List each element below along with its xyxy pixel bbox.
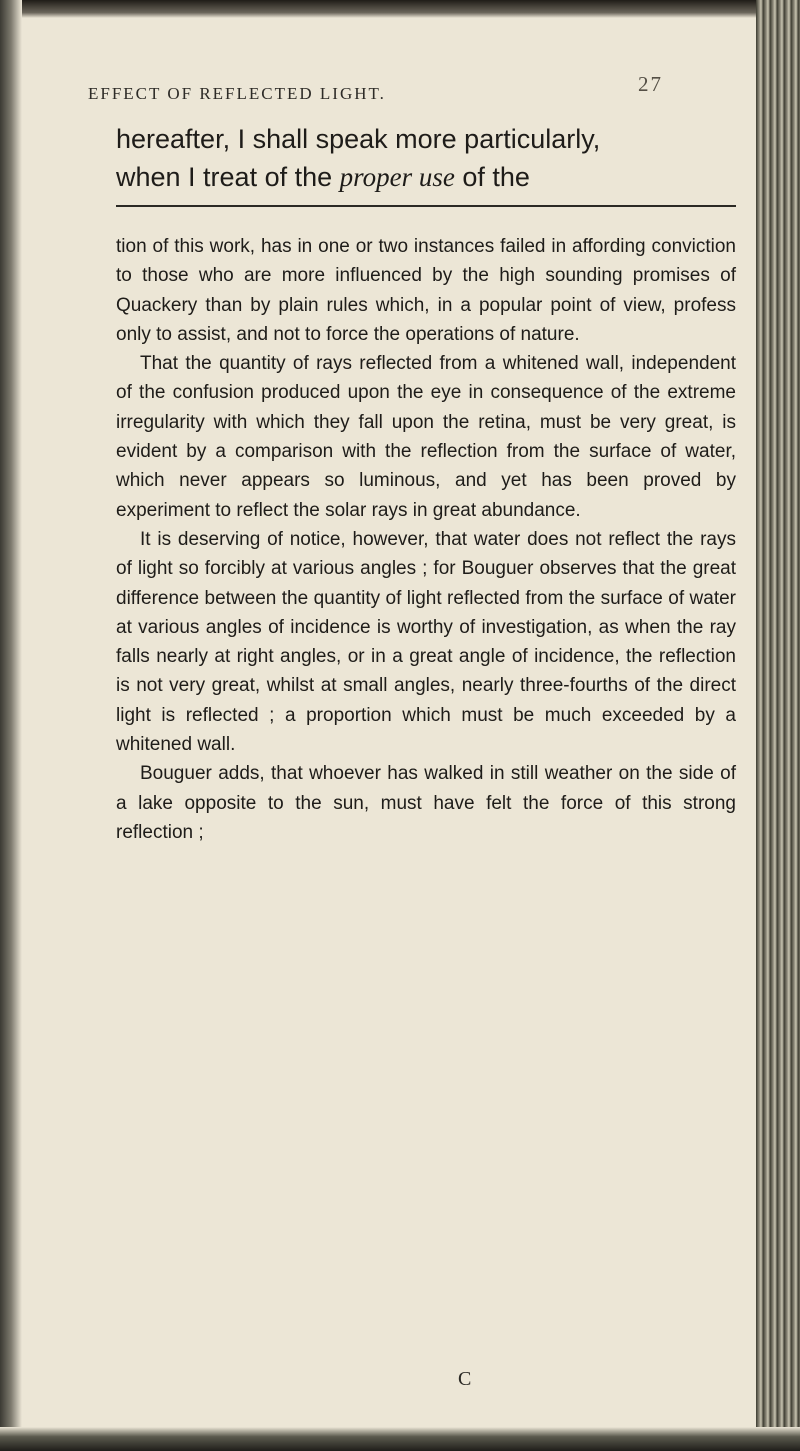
- footnote-paragraph: That the quantity of rays reflected from a whitened wall, independent of the confusion produced upon the eye in consequence of the extreme irregularity with which they fall upon the retina, must be very great, is evident by a comparison with the reflection from the surface of water, which never appears so luminous, and yet has been proved by experiment to reflect the solar rays in great abundance.: [116, 353, 736, 521]
- emphasized-text: proper use: [339, 162, 455, 192]
- page-number: 27: [638, 72, 663, 96]
- binding-edge: [0, 0, 22, 1451]
- scan-border-top: [0, 0, 800, 18]
- footnote-paragraph: It is deserving of notice, however, that water does not reflect the rays of light so forcibly at various angles ; for Bouguer observes that the great difference between the quantity of light reflected from the surface of water at various angles of incidence is worthy of investigation, as when the ray falls nearly at right angles, or in a great angle of incidence, the reflection is not very great, whilst at small angles, nearly three-fourths of the direct light is reflected ; a proportion which must be much exceeded by a whitened wall.: [116, 528, 736, 756]
- main-text-line: hereafter, I shall speak more particularly,: [116, 124, 601, 154]
- page-edge-right: [756, 0, 800, 1451]
- main-text-line: [116, 158, 736, 196]
- signature-mark: C: [458, 1368, 472, 1390]
- footnote-paragraph: Bouguer adds, that whoever has walked in still weather on the side of a lake opposite to the sun, must have felt the force of this strong reflection ;: [116, 763, 736, 843]
- footnote-text: [116, 232, 736, 847]
- running-head: [88, 72, 728, 112]
- main-text-fragment: of the: [454, 162, 530, 192]
- scan-border-bottom: [0, 1427, 800, 1451]
- footnote-paragraph: tion of this work, has in one or two instances failed in affording conviction to those who are more influenced by the high sounding promises of Quackery than by plain rules which, in a popular point of view, profess only to assist, and not to force the operations of nature.: [116, 236, 736, 345]
- running-head-title: EFFECT OF REFLECTED LIGHT.: [88, 84, 386, 103]
- footnote-rule: [116, 205, 736, 207]
- main-text-continuation: [116, 120, 736, 196]
- main-text-fragment: when I treat of the: [116, 162, 340, 192]
